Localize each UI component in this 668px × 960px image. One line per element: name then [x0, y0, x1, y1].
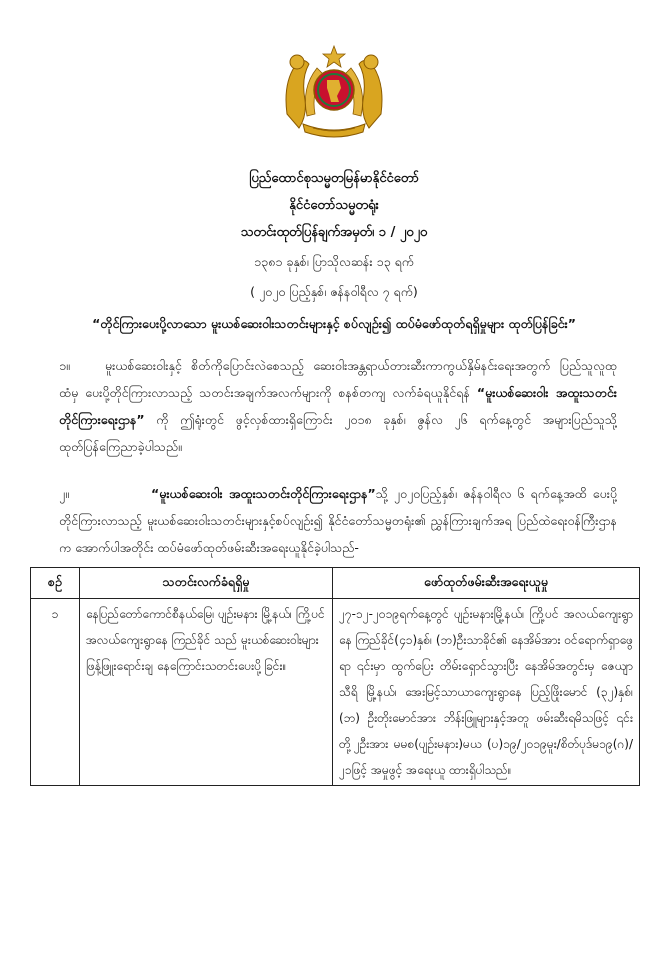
state-emblem: [283, 44, 385, 138]
results-table: [30, 567, 640, 786]
paragraph-number: ၂။: [59, 486, 69, 501]
col-header-no: စဉ်: [31, 568, 80, 599]
paragraph-text: ကို ဤရုံးတွင် ဖွင့်လှစ်ထားရှိကြောင်း ၂၀၁၈ ခုနှစ်၊ ဇွန်လ ၂၆ ရက်နေ့တွင် အများပြည်သူသို့ ထုတ်ပြန်ကြေညာခဲ့ပါသည်။: [59, 412, 617, 454]
paragraph-bold-text: “မူးယစ်ဆေးဝါး အထူးသတင်းတိုင်ကြားရေးဌာန”: [59, 385, 617, 427]
country-name: ပြည်ထောင်စုသမ္မတမြန်မာနိုင်ငံတော်: [249, 171, 419, 186]
paragraph-2: [59, 480, 617, 561]
gregorian-date: ( ၂၀၂၀ ပြည့်နှစ်၊ ဇန်နဝါရီလ ၇ ရက်): [250, 284, 418, 299]
info-cell: နေပြည်တော်ကောင်စီနယ်မြေ၊ ပျဉ်းမနား မြို့နယ်၊ ကြို့ပင်အလယ်ကျေးရွာနေ ကြည်ခိုင် သည် မူးယစ်ဆေးဝါးများ ဖြန့်ဖြူးရောင်းချ နေကြောင်းသတင်းပေးပို့ခြင်း။: [80, 599, 333, 786]
row-number: ၁: [31, 599, 80, 786]
myanmar-date: ၁၃၈၁ ခုနှစ်၊ ပြာသိုလဆန်း ၁၃ ရက်: [254, 254, 414, 269]
release-title: “တိုင်ကြားပေးပို့လာသော မူးယစ်ဆေးဝါးသတင်းများနှင့် စပ်လျဉ်း၍ ထပ်မံဖော်ထုတ်ရရှိမှုများ ထုတ်ပြန်ခြင်း”: [92, 316, 576, 331]
press-release-number: သတင်းထုတ်ပြန်ချက်အမှတ်၊ ၁ / ၂၀၂၀: [240, 225, 428, 240]
paragraph-1: [59, 352, 617, 460]
paragraph-text: သို့ ၂၀၂၀ပြည့်နှစ်၊ ဇန်နဝါရီလ ၆ ရက်နေ့အထိ ပေးပို့တိုင်ကြားလာသည့် မူးယစ်ဆေးဝါးသတင်းများနှင့်စပ်လျဉ်း၍ နိုင်ငံတော်သမ္မတရုံး၏ ညွှန်ကြားချက်အရ ပြည်ထဲရေးဝန်ကြီးဌာနက အောက်ပါအတိုင်း ထပ်မံဖော်ထုတ်ဖမ်းဆီးအရေးယူနိုင်ခဲ့ပါသည်-: [59, 486, 617, 555]
col-header-info: သတင်းလက်ခံရရှိမှု: [80, 568, 333, 599]
table-header-row: [31, 568, 640, 599]
paragraph-bold-text: “မူးယစ်ဆေးဝါး အထူးသတင်းတိုင်ကြားရေးဌာန”: [151, 486, 376, 501]
col-header-action: ဖော်ထုတ်ဖမ်းဆီးအရေးယူမှု: [333, 568, 640, 599]
office-name: နိုင်ငံတော်သမ္မတရုံး: [289, 198, 379, 213]
table-row: [31, 599, 640, 786]
paragraph-text: မူးယစ်ဆေးဝါးနှင့် စိတ်ကိုပြောင်းလဲစေသည့် ဆေးဝါးအန္တရာယ်တားဆီးကာကွယ်နှိမ်နင်းရေးအတွက် ပြည်သူလူထုထံမှ ပေးပို့တိုင်ကြားလာသည့် သတင်းအချက်အလက်များကို စနစ်တကျ လက်ခံရယူနိုင်ရန်: [59, 358, 617, 400]
action-cell: ၂၇-၁၂-၂၀၁၉ရက်နေ့တွင် ပျဉ်းမနားမြို့နယ်၊ ကြို့ပင် အလယ်ကျေးရွာနေ ကြည်ခိုင်(၄၁)နှစ်၊ (ဘ)ဦးသာခိုင်၏ နေအိမ်အား ဝင်ရောက်ရှာဖွေရာ ၎င်းမှာ ထွက်ပြေး တိမ်းရှောင်သွားပြီး နေအိမ်အတွင်းမှ ဇေယျာသီရိ မြို့နယ်၊ အေးမြင့်သာယာကျေးရွာနေ ပြည့်ဖြိုးမောင် (၃၂)နှစ်၊ (ဘ) ဦးတိုးမောင်အား ဘိန်းဖြူများနှင့်အတူ ဖမ်းဆီးရမိသဖြင့် ၎င်းတို့၂ဦးအား မမစ(ပျဉ်းမနား)မယ (ပ)၁၉/၂၀၁၉မူး/စိတ်ပုဒ်မ၁၉(ဂ)/၂၁ဖြင့် အမှုဖွင့် အရေးယူ ထားရှိပါသည်။: [333, 599, 640, 786]
paragraph-number: ၁။: [59, 358, 70, 373]
